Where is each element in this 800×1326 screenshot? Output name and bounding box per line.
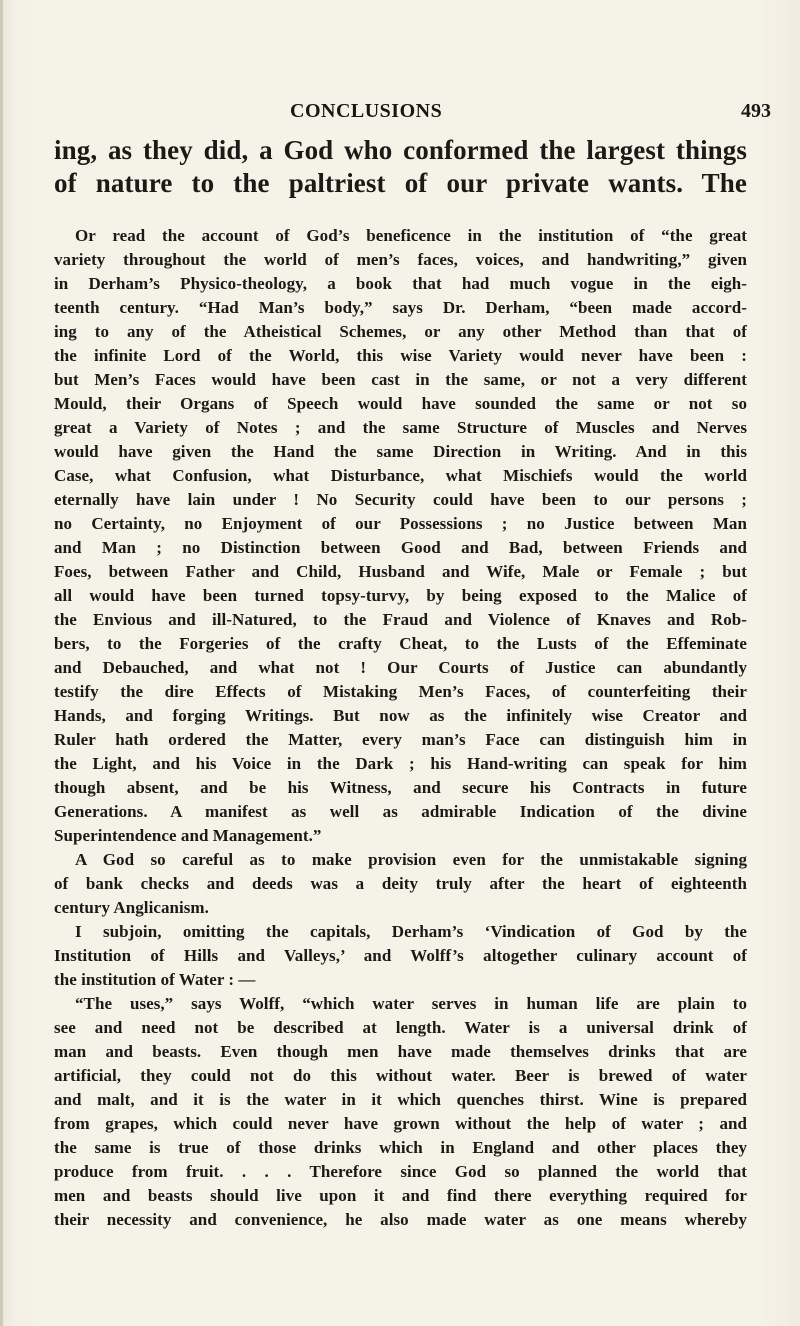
page-binding-edge xyxy=(0,0,3,1326)
body-line: the Light, and his Voice in the Dark ; his Hand-writing can speak for him xyxy=(54,754,747,773)
body-line: century Anglicanism. xyxy=(54,898,209,917)
body-line: would have given the Hand the same Direction in Writing. And in this xyxy=(54,442,747,461)
body-line: no Certainty, no Enjoyment of our Possessions ; no Justice between Man xyxy=(54,514,747,533)
body-line: the same is true of those drinks which in England and other places they xyxy=(54,1138,747,1157)
body-line: and Man ; no Distinction between Good and Bad, between Friends and xyxy=(54,538,747,557)
body-line: Or read the account of God’s beneficence in the institution of “the great xyxy=(75,226,747,245)
body-line: the institution of Water : — xyxy=(54,970,256,989)
body-line: but Men’s Faces would have been cast in the same, or not a very different xyxy=(54,370,747,389)
opening-line: of nature to the paltriest of our private wants. The xyxy=(54,168,747,198)
body-line: of bank checks and deeds was a deity truly after the heart of eighteenth xyxy=(54,874,747,893)
body-line: the Envious and ill-Natured, to the Fraud and Violence of Knaves and Rob- xyxy=(54,610,747,629)
page-number: 493 xyxy=(741,100,771,122)
body-line: and malt, and it is the water in it which quenches thirst. Wine is prepared xyxy=(54,1090,747,1109)
body-line: Foes, between Father and Child, Husband and Wife, Male or Female ; but xyxy=(54,562,747,581)
body-line: the infinite Lord of the World, this wise Variety would never have been : xyxy=(54,346,747,365)
body-line: ing to any of the Atheistical Schemes, or any other Method than that of xyxy=(54,322,747,341)
body-line: Generations. A manifest as well as admirable Indication of the divine xyxy=(54,802,747,821)
body-line: from grapes, which could never have grown without the help of water ; and xyxy=(54,1114,747,1133)
body-line: man and beasts. Even though men have made themselves drinks that are xyxy=(54,1042,747,1061)
body-line: and Debauched, and what not ! Our Courts of Justice can abundantly xyxy=(54,658,747,677)
body-line: “The uses,” says Wolff, “which water serves in human life are plain to xyxy=(75,994,747,1013)
body-line: Ruler hath ordered the Matter, every man’s Face can distinguish him in xyxy=(54,730,747,749)
body-line: Hands, and forging Writings. But now as the infinitely wise Creator and xyxy=(54,706,747,725)
running-title: CONCLUSIONS xyxy=(290,100,443,122)
body-line: teenth century. “Had Man’s body,” says Dr. Derham, “been made accord- xyxy=(54,298,747,317)
running-head xyxy=(0,100,800,124)
body-line: Case, what Confusion, what Disturbance, what Mischiefs would the world xyxy=(54,466,747,485)
body-line: artificial, they could not do this without water. Beer is brewed of water xyxy=(54,1066,747,1085)
opening-line: ing, as they did, a God who conformed the largest things xyxy=(54,135,747,165)
body-line: variety throughout the world of men’s faces, voices, and handwriting,” given xyxy=(54,250,747,269)
body-line: I subjoin, omitting the capitals, Derham’s ‘Vindication of God by the xyxy=(75,922,747,941)
body-line: A God so careful as to make provision even for the unmistakable signing xyxy=(75,850,747,869)
body-line: see and need not be described at length. Water is a universal drink of xyxy=(54,1018,747,1037)
body-line: great a Variety of Notes ; and the same Structure of Muscles and Nerves xyxy=(54,418,747,437)
body-line: all would have been turned topsy-turvy, by being exposed to the Malice of xyxy=(54,586,747,605)
body-line: Institution of Hills and Valleys,’ and Wolff’s altogether culinary account of xyxy=(54,946,747,965)
body-line: eternally have lain under ! No Security could have been to our persons ; xyxy=(54,490,747,509)
body-line: in Derham’s Physico-theology, a book that had much vogue in the eigh- xyxy=(54,274,747,293)
body-line: their necessity and convenience, he also made water as one means whereby xyxy=(54,1210,747,1229)
body-line: though absent, and be his Witness, and secure his Contracts in future xyxy=(54,778,747,797)
body-line: men and beasts should live upon it and find there everything required for xyxy=(54,1186,747,1205)
body-line: Superintendence and Management.” xyxy=(54,826,322,845)
body-line: testify the dire Effects of Mistaking Men’s Faces, of counterfeiting their xyxy=(54,682,747,701)
body-line: bers, to the Forgeries of the crafty Cheat, to the Lusts of the Effeminate xyxy=(54,634,747,653)
body-line: Mould, their Organs of Speech would have sounded the same or not so xyxy=(54,394,747,413)
body-line: produce from fruit. . . . Therefore since God so planned the world that xyxy=(54,1162,747,1181)
